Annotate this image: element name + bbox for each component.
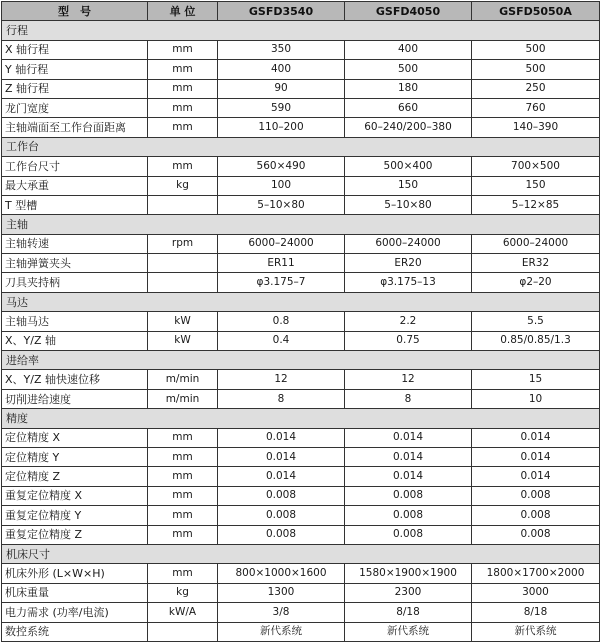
spec-value: 250 — [472, 79, 600, 98]
spec-name: T 型槽 — [2, 195, 148, 214]
spec-value: 800×1000×1600 — [218, 564, 345, 583]
spec-name: X 轴行程 — [2, 40, 148, 59]
table-row — [2, 273, 600, 292]
spec-name: 主轴端面至工作台面距离 — [2, 118, 148, 137]
spec-value: 5.5 — [472, 312, 600, 331]
spec-value: 140–390 — [472, 118, 600, 137]
spec-value: 0.008 — [345, 486, 472, 505]
spec-value: 新代系统 — [472, 622, 600, 641]
spec-unit: kW/A — [148, 603, 218, 622]
spec-value: 12 — [218, 370, 345, 389]
spec-unit: kW — [148, 312, 218, 331]
spec-value: 8/18 — [345, 603, 472, 622]
spec-value: φ2–20 — [472, 273, 600, 292]
spec-value: 180 — [345, 79, 472, 98]
spec-value: 0.85/0.85/1.3 — [472, 331, 600, 350]
spec-value: 0.008 — [345, 525, 472, 544]
spec-value: 3/8 — [218, 603, 345, 622]
spec-unit: mm — [148, 428, 218, 447]
section-row — [2, 215, 600, 234]
table-row — [2, 428, 600, 447]
spec-value: φ3.175–13 — [345, 273, 472, 292]
table-row — [2, 79, 600, 98]
spec-value: 2300 — [345, 583, 472, 602]
spec-unit: mm — [148, 79, 218, 98]
spec-unit: mm — [148, 157, 218, 176]
spec-value: 5–10×80 — [345, 195, 472, 214]
table-row — [2, 331, 600, 350]
spec-value: 3000 — [472, 583, 600, 602]
spec-unit: mm — [148, 60, 218, 79]
spec-unit: rpm — [148, 234, 218, 253]
spec-value: 590 — [218, 98, 345, 117]
header-gsfd5050a: GSFD5050A — [472, 2, 600, 21]
spec-value: 560×490 — [218, 157, 345, 176]
spec-value: 90 — [218, 79, 345, 98]
spec-unit: kg — [148, 176, 218, 195]
spec-value: 10 — [472, 389, 600, 408]
spec-value: 15 — [472, 370, 600, 389]
spec-unit — [148, 622, 218, 641]
spec-value: 0.014 — [472, 428, 600, 447]
spec-value: 0.008 — [218, 506, 345, 525]
spec-name: 定位精度 Y — [2, 447, 148, 466]
spec-value: 500×400 — [345, 157, 472, 176]
section-row — [2, 21, 600, 40]
spec-unit: kW — [148, 331, 218, 350]
spec-value: 0.008 — [345, 506, 472, 525]
table-row — [2, 370, 600, 389]
spec-name: Z 轴行程 — [2, 79, 148, 98]
spec-value: 500 — [472, 40, 600, 59]
spec-value: 5–12×85 — [472, 195, 600, 214]
spec-name: X、Y/Z 轴快速位移 — [2, 370, 148, 389]
spec-name: 切削进给速度 — [2, 389, 148, 408]
spec-name: X、Y/Z 轴 — [2, 331, 148, 350]
spec-value: 0.008 — [472, 506, 600, 525]
spec-value: 0.014 — [345, 447, 472, 466]
table-row — [2, 118, 600, 137]
spec-unit: kg — [148, 583, 218, 602]
spec-value: 1580×1900×1900 — [345, 564, 472, 583]
spec-value: 350 — [218, 40, 345, 59]
spec-name: 最大承重 — [2, 176, 148, 195]
spec-value: 8 — [218, 389, 345, 408]
table-row — [2, 176, 600, 195]
spec-value: 0.008 — [472, 486, 600, 505]
spec-unit: m/min — [148, 370, 218, 389]
spec-value: 8 — [345, 389, 472, 408]
spec-value: 6000–24000 — [472, 234, 600, 253]
header-gsfd4050: GSFD4050 — [345, 2, 472, 21]
spec-unit — [148, 195, 218, 214]
section-title: 主轴 — [2, 215, 600, 234]
spec-value: 6000–24000 — [218, 234, 345, 253]
spec-value: 0.014 — [218, 467, 345, 486]
spec-value: 8/18 — [472, 603, 600, 622]
spec-value: 0.4 — [218, 331, 345, 350]
spec-value: 400 — [345, 40, 472, 59]
spec-name: 主轴马达 — [2, 312, 148, 331]
spec-value: 110–200 — [218, 118, 345, 137]
spec-name: 定位精度 Z — [2, 467, 148, 486]
spec-value: 60–240/200–380 — [345, 118, 472, 137]
spec-value: 150 — [472, 176, 600, 195]
spec-unit: mm — [148, 118, 218, 137]
spec-value: 760 — [472, 98, 600, 117]
section-row — [2, 409, 600, 428]
spec-name: 刀具夹持柄 — [2, 273, 148, 292]
spec-value: 500 — [345, 60, 472, 79]
table-row — [2, 234, 600, 253]
section-title: 进给率 — [2, 351, 600, 370]
table-row — [2, 98, 600, 117]
spec-name: 主轴弹簧夹头 — [2, 254, 148, 273]
spec-unit: mm — [148, 486, 218, 505]
spec-body — [2, 21, 600, 642]
spec-name: 重复定位精度 Y — [2, 506, 148, 525]
spec-name: 重复定位精度 Z — [2, 525, 148, 544]
spec-unit — [148, 254, 218, 273]
spec-value: 400 — [218, 60, 345, 79]
spec-name: 主轴转速 — [2, 234, 148, 253]
spec-value: 0.75 — [345, 331, 472, 350]
spec-unit: mm — [148, 467, 218, 486]
spec-name: 定位精度 X — [2, 428, 148, 447]
table-row — [2, 254, 600, 273]
header-model: 型 号 — [2, 2, 148, 21]
spec-value: 2.2 — [345, 312, 472, 331]
spec-name: 数控系统 — [2, 622, 148, 641]
spec-value: 0.008 — [218, 525, 345, 544]
table-row — [2, 389, 600, 408]
spec-value: 660 — [345, 98, 472, 117]
spec-value: 5–10×80 — [218, 195, 345, 214]
spec-name: 工作台尺寸 — [2, 157, 148, 176]
spec-value: 100 — [218, 176, 345, 195]
table-row — [2, 486, 600, 505]
spec-value: 1800×1700×2000 — [472, 564, 600, 583]
spec-table — [1, 1, 600, 642]
spec-value: 0.014 — [472, 447, 600, 466]
spec-value: 0.8 — [218, 312, 345, 331]
table-row — [2, 564, 600, 583]
spec-name: Y 轴行程 — [2, 60, 148, 79]
spec-unit: mm — [148, 525, 218, 544]
table-row — [2, 622, 600, 641]
table-row — [2, 60, 600, 79]
table-row — [2, 40, 600, 59]
table-row — [2, 447, 600, 466]
spec-value: φ3.175–7 — [218, 273, 345, 292]
spec-value: 12 — [345, 370, 472, 389]
header-gsfd3540: GSFD3540 — [218, 2, 345, 21]
spec-unit: mm — [148, 98, 218, 117]
spec-value: 700×500 — [472, 157, 600, 176]
spec-value: 0.008 — [472, 525, 600, 544]
spec-value: 新代系统 — [218, 622, 345, 641]
spec-name: 机床重量 — [2, 583, 148, 602]
spec-unit: mm — [148, 447, 218, 466]
header-unit: 单 位 — [148, 2, 218, 21]
spec-value: 500 — [472, 60, 600, 79]
spec-name: 重复定位精度 X — [2, 486, 148, 505]
section-title: 马达 — [2, 292, 600, 311]
spec-value: 0.014 — [218, 447, 345, 466]
spec-value: 0.014 — [345, 428, 472, 447]
section-row — [2, 292, 600, 311]
spec-name: 龙门宽度 — [2, 98, 148, 117]
table-row — [2, 467, 600, 486]
section-row — [2, 351, 600, 370]
table-row — [2, 583, 600, 602]
header-row — [2, 2, 600, 21]
spec-value: 0.014 — [218, 428, 345, 447]
spec-unit: mm — [148, 564, 218, 583]
spec-unit: m/min — [148, 389, 218, 408]
spec-unit — [148, 273, 218, 292]
section-title: 机床尺寸 — [2, 544, 600, 563]
spec-value: ER11 — [218, 254, 345, 273]
section-title: 精度 — [2, 409, 600, 428]
spec-value: 0.014 — [345, 467, 472, 486]
spec-name: 机床外形 (L×W×H) — [2, 564, 148, 583]
table-row — [2, 506, 600, 525]
section-title: 行程 — [2, 21, 600, 40]
spec-value: ER20 — [345, 254, 472, 273]
table-row — [2, 603, 600, 622]
section-row — [2, 137, 600, 156]
table-row — [2, 312, 600, 331]
section-row — [2, 544, 600, 563]
spec-value: 6000–24000 — [345, 234, 472, 253]
section-title: 工作台 — [2, 137, 600, 156]
spec-value: 新代系统 — [345, 622, 472, 641]
spec-unit: mm — [148, 40, 218, 59]
spec-value: 150 — [345, 176, 472, 195]
spec-name: 电力需求 (功率/电流) — [2, 603, 148, 622]
table-row — [2, 157, 600, 176]
spec-value: 1300 — [218, 583, 345, 602]
spec-unit: mm — [148, 506, 218, 525]
table-row — [2, 195, 600, 214]
spec-value: ER32 — [472, 254, 600, 273]
table-row — [2, 525, 600, 544]
spec-value: 0.014 — [472, 467, 600, 486]
spec-value: 0.008 — [218, 486, 345, 505]
